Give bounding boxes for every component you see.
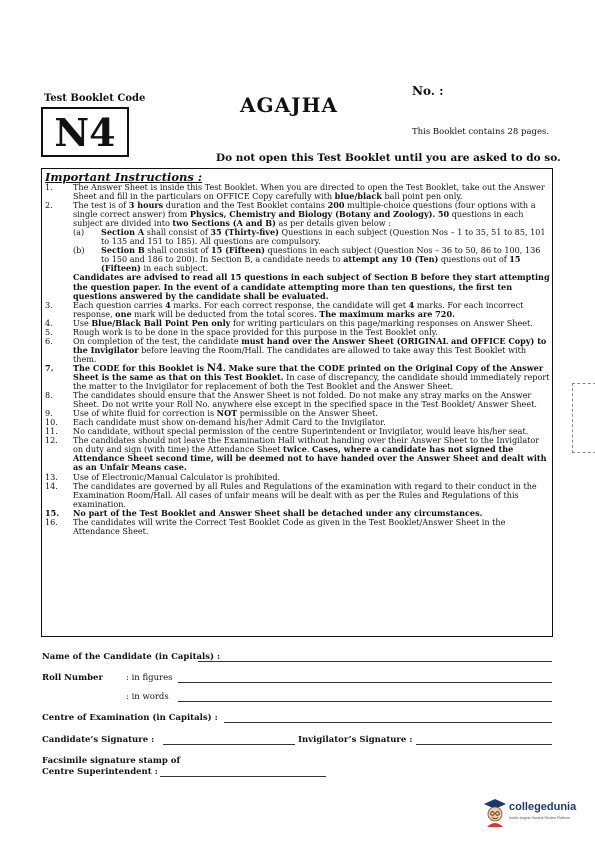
- centre-label: Centre of Examination (in Capitals) :: [42, 713, 218, 723]
- set-code: AGAJHA: [240, 93, 338, 117]
- brand-tagline: India's largest Student Review Platform: [509, 816, 570, 820]
- instruction-item: 6. On completion of the test, the candidate must hand over the Answer Sheet (ORIGINAL and OFFICE Copy) to the Invigilator before leaving the Room/Hall. The candidates are allowed to take away this Test Booklet with them.: [45, 335, 547, 364]
- roll-number-label: Roll Number: [42, 673, 103, 683]
- brand-name: collegedunia: [509, 801, 577, 813]
- instruction-item: 9. Use of white fluid for correction is NOT permissible on the Answer Sheet.: [45, 408, 378, 419]
- stamp-label-2: Centre Superintendent :: [42, 767, 158, 777]
- centre-field[interactable]: [224, 722, 552, 723]
- candidate-name-label: Name of the Candidate (in Capitals) :: [42, 652, 221, 662]
- instructions-title: Important Instructions :: [45, 170, 203, 184]
- roll-words-field[interactable]: [178, 701, 552, 702]
- instruction-subitem: (b) Section B shall consist of 15 (Fifteen) questions in each subject (Question Nos – 36 to 50, 86 to 100, 136 to 150 and 186 to 200). In Section B, a candidate needs to attempt any 10 (Ten) questions out of 15 (Fifteen) in each subject.: [73, 245, 541, 274]
- roll-figures-field[interactable]: [178, 682, 552, 683]
- test-booklet-code-label: Test Booklet Code: [44, 93, 146, 104]
- do-not-open-warning: Do not open this Test Booklet until you are asked to do so.: [216, 152, 561, 164]
- instruction-item: 13. Use of Electronic/Manual Calculator is prohibited.: [45, 471, 281, 482]
- candidate-name-field[interactable]: [198, 661, 552, 662]
- punch-margin-marker: [572, 383, 595, 453]
- instruction-item: 14. The candidates are governed by all Rules and Regulations of the examination with regard to their conduct in the Examination Room/Hall. All cases of unfair means will be dealt with as per the Rules and Regulations of this examination.: [45, 480, 537, 509]
- instruction-item: 1. The Answer Sheet is inside this Test Booklet. When you are directed to open the Test Booklet, take out the Answer Sheet and fill in the particulars on OFFICE Copy carefully with blue/black ball point pen only.: [45, 182, 545, 202]
- roll-figures-label: : in figures: [126, 673, 173, 683]
- test-booklet-code-box: [41, 107, 129, 157]
- instruction-item: 5. Rough work is to be done in the space provided for this purpose in the Test Booklet only.: [45, 326, 438, 337]
- instruction-item: 4. Use Blue/Black Ball Point Pen only for writing particulars on this page/marking responses on Answer Sheet.: [45, 317, 533, 328]
- instruction-item: 16. The candidates will write the Correct Test Booklet Code as given in the Test Booklet/Answer Sheet in the Attendance Sheet.: [45, 516, 506, 536]
- invigilator-signature-label: Invigilator’s Signature :: [298, 735, 413, 745]
- test-booklet-code: N4: [54, 109, 116, 155]
- section-b-advice: Candidates are advised to read all 15 questions in each subject of Section B before they start attempting the question paper. In the event of a candidate attempting more than ten questions, the first ten questions answered by the candidate shall be evaluated.: [73, 272, 550, 301]
- instruction-item: 3. Each question carries 4 marks. For each correct response, the candidate will get 4 marks. For each incorrect response, one mark will be deducted from the total scores. The maximum marks are 720.: [45, 299, 524, 319]
- instructions-list: [45, 183, 551, 536]
- instruction-item: 8. The candidates should ensure that the Answer Sheet is not folded. Do not make any stray marks on the Answer Sheet. Do not write your Roll No. anywhere else except in the specified space in the Test Booklet/ Answer Sheet.: [45, 390, 537, 410]
- graduate-avatar-icon: [482, 797, 508, 827]
- stamp-field[interactable]: [160, 776, 326, 777]
- booklet-number-label: No. :: [412, 84, 444, 98]
- candidate-signature-field[interactable]: [163, 744, 295, 745]
- instruction-item: 15. No part of the Test Booklet and Answer Sheet shall be detached under any circumstances.: [45, 507, 483, 518]
- instruction-subitem: (a) Section A shall consist of 35 (Thirty-five) Questions in each subject (Question Nos – 1 to 35, 51 to 85, 101 to 135 and 151 to 185). All questions are compulsory.: [73, 227, 546, 247]
- candidate-signature-label: Candidate’s Signature :: [42, 735, 155, 745]
- instruction-item: 7. The CODE for this Booklet is N4. Make sure that the CODE printed on the Original Copy of the Answer Sheet is the same as that on this Test Booklet. In case of discrepancy, the candidate should immediately report the matter to the Invigilator for replacement of both the Test Booklet and the Answer Sheet.: [45, 362, 550, 392]
- invigilator-signature-field[interactable]: [416, 744, 552, 745]
- instruction-item: 11. No candidate, without special permission of the centre Superintendent or Invigilator, would leave his/her seat.: [45, 426, 529, 437]
- stamp-label-1: Facsimile signature stamp of: [42, 756, 181, 766]
- instruction-item: 2. The test is of 3 hours duration and the Test Booklet contains 200 multiple-choice questions (four options with a single correct answer) from Physics, Chemistry and Biology (Botany and Zoology). 50 questions in each subject are divided into two Sections (A and B) as per details given below :: [45, 200, 536, 229]
- instruction-item: 10. Each candidate must show on-demand his/her Admit Card to the Invigilator.: [45, 417, 386, 428]
- instruction-item: 12. The candidates should not leave the Examination Hall without handing over their Answer Sheet to the Invigilator on duty and sign (with time) the Attendance Sheet twice. Cases, where a candidate has not signed the Attendance Sheet second time, will be deemed not to have handed over the Answer Sheet and dealt with as an Unfair Means case.: [45, 435, 547, 473]
- collegedunia-logo: [482, 797, 582, 827]
- page-count-note: This Booklet contains 28 pages.: [412, 127, 550, 137]
- roll-words-label: : in words: [126, 692, 169, 702]
